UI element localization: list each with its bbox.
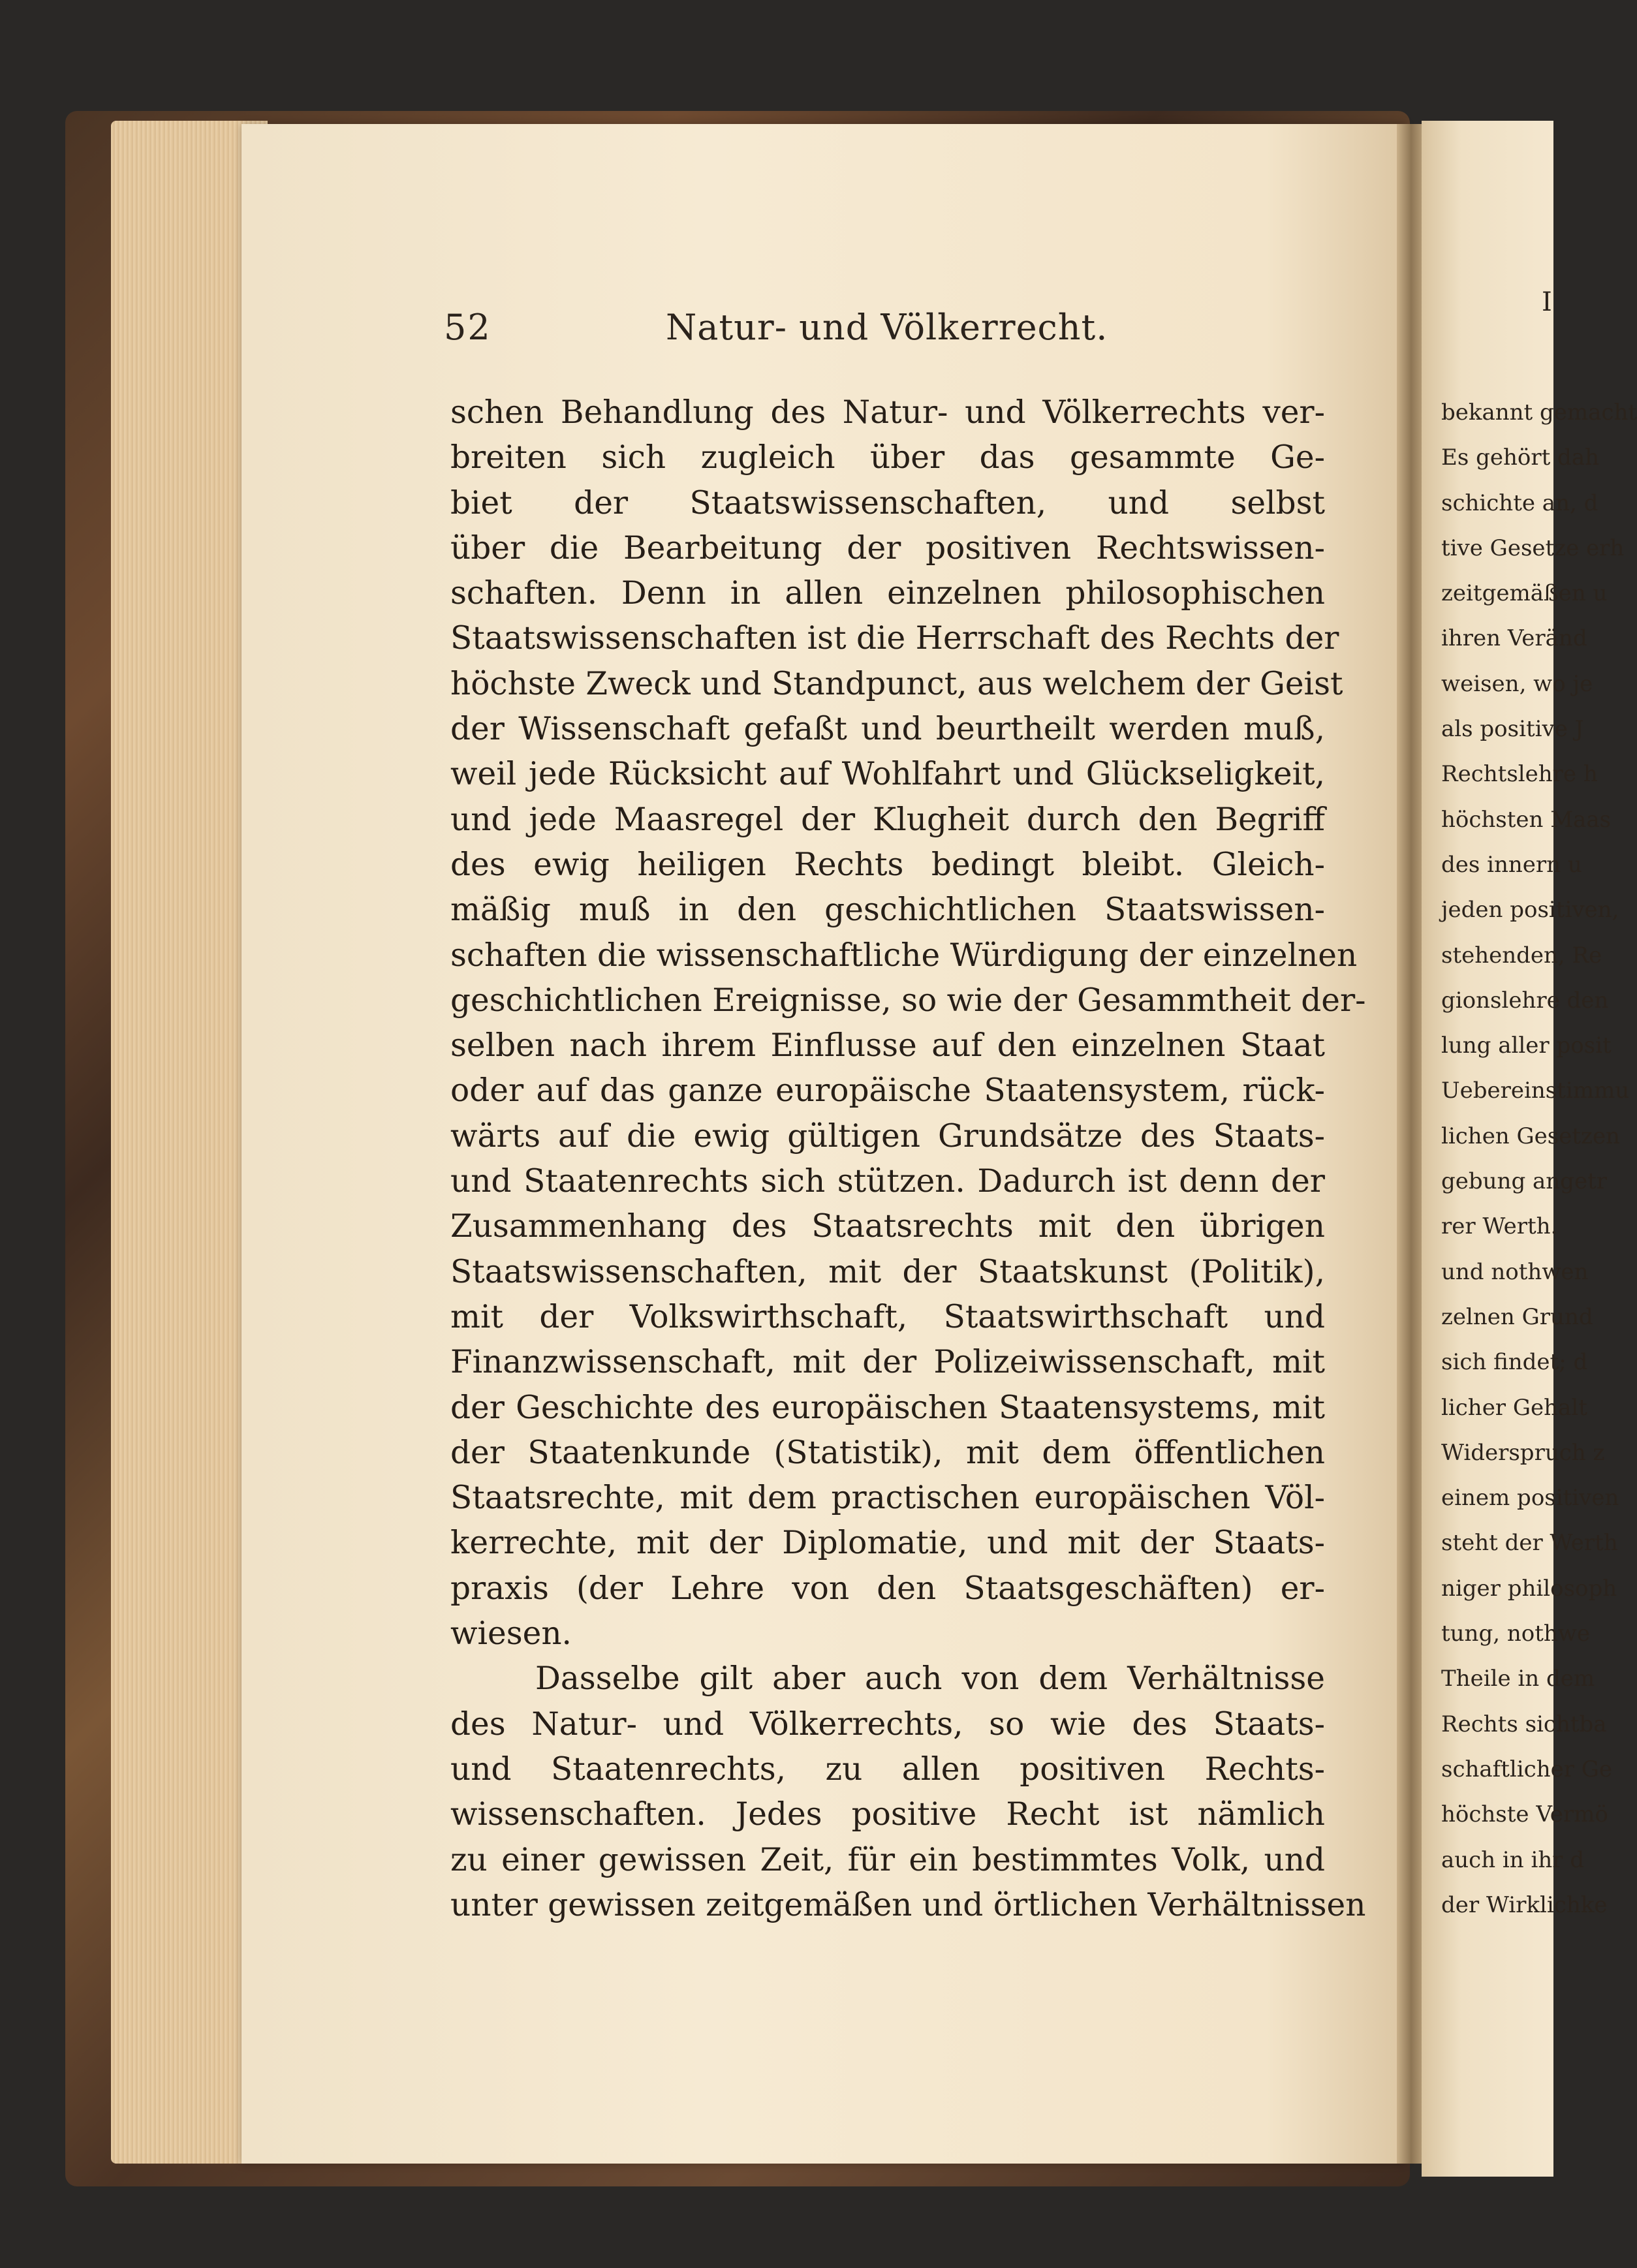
text-line: Staatswissenschaften, mit der Staatskunst (Politik),	[450, 1253, 1325, 1290]
text-line: weil jede Rücksicht auf Wohlfahrt und Glückseligkeit,	[450, 756, 1325, 793]
text-line: schaften. Denn in allen einzelnen philosophischen	[450, 575, 1325, 612]
facing-page-line: weisen, wo je	[1441, 670, 1593, 697]
facing-page-line: Es gehört dah	[1441, 444, 1599, 471]
facing-page-line: sich findet; d	[1441, 1349, 1588, 1376]
facing-page-line: Rechts sichtba	[1441, 1711, 1607, 1737]
text-line: der Geschichte des europäischen Staatensystems, mit	[450, 1389, 1325, 1426]
text-line: praxis (der Lehre von den Staatsgeschäften) er-	[450, 1570, 1325, 1607]
text-line: Zusammenhang des Staatsrechts mit den übrigen	[450, 1208, 1325, 1245]
facing-page-line: lichen Gesetzen	[1441, 1123, 1620, 1149]
facing-page-line: höchste Vermö	[1441, 1801, 1608, 1828]
text-line: breiten sich zugleich über das gesammte Ge-	[450, 439, 1325, 476]
facing-page-line: höchsten Maas	[1441, 806, 1612, 833]
facing-page-line: als positive J	[1441, 716, 1584, 743]
facing-page-line: und nothwen	[1441, 1258, 1589, 1285]
facing-page-line: des innern u	[1441, 851, 1582, 878]
book-gutter	[1397, 124, 1423, 2164]
text-line: Staatswissenschaften ist die Herrschaft des Rechts der	[450, 620, 1339, 657]
facing-page-line: schichte an, d	[1441, 489, 1598, 516]
facing-page-head: I	[1542, 287, 1552, 317]
facing-page-line: zelnen Grund	[1441, 1303, 1593, 1330]
text-line: des ewig heiligen Rechts bedingt bleibt. Gleich-	[450, 846, 1325, 883]
text-line: mäßig muß in den geschichtlichen Staatswissen-	[450, 892, 1325, 929]
facing-page-text	[1441, 390, 1637, 1928]
facing-page-line: Rechtslehre h	[1441, 761, 1598, 788]
facing-page-line: ihren Veränd	[1441, 625, 1587, 652]
running-title: Natur- und Völkerrecht.	[666, 307, 1108, 348]
text-line: oder auf das ganze europäische Staatensystem, rück-	[450, 1072, 1325, 1110]
text-line: schaften die wissenschaftliche Würdigung der einzelnen	[450, 937, 1358, 974]
facing-page-line: schaftlicher Ge	[1441, 1756, 1613, 1782]
text-line: mit der Volkswirthschaft, Staatswirthschaft und	[450, 1298, 1325, 1335]
facing-page-line: lung aller posit	[1441, 1033, 1612, 1059]
text-line: geschichtlichen Ereignisse, so wie der Gesammtheit der-	[450, 982, 1366, 1019]
text-line: der Wissenschaft gefaßt und beurtheilt werden muß,	[450, 711, 1325, 748]
body-text	[450, 390, 1366, 1928]
facing-page-line: gebung angetr	[1441, 1168, 1607, 1195]
facing-page-line: einem positiven	[1441, 1485, 1619, 1512]
facing-page-line: Widerspruch z	[1441, 1439, 1605, 1466]
text-line: Staatsrechte, mit dem practischen europäischen Völ-	[450, 1480, 1325, 1517]
text-line: schen Behandlung des Natur- und Völkerrechts ver-	[450, 394, 1325, 431]
text-line: wärts auf die ewig gültigen Grundsätze des Staats-	[450, 1117, 1325, 1155]
facing-page-line: jeden positiven,	[1441, 897, 1619, 924]
facing-page-line: der Wirklichke	[1441, 1891, 1608, 1918]
text-line: wiesen.	[450, 1615, 572, 1653]
facing-page-line: Theile in dem	[1441, 1666, 1595, 1692]
facing-page-line: stehenden, Re	[1441, 942, 1602, 969]
facing-page-line: gionslehre den	[1441, 987, 1609, 1014]
text-line: höchste Zweck und Standpunct, aus welchem der Geist	[450, 665, 1343, 702]
facing-page-line: niger philosoph	[1441, 1575, 1617, 1602]
text-line: und jede Maasregel der Klugheit durch den Begriff	[450, 801, 1325, 838]
text-line: selben nach ihrem Einflusse auf den einzelnen Staat	[450, 1027, 1325, 1064]
facing-page-line: tung, nothwe	[1441, 1621, 1590, 1647]
text-line: der Staatenkunde (Statistik), mit dem öffentlichen	[450, 1434, 1325, 1471]
facing-page-line: tive Gesetze erh	[1441, 535, 1625, 561]
text-line: Finanzwissenschaft, mit der Polizeiwissenschaft, mit	[450, 1344, 1325, 1381]
facing-page-line: rer Werth.	[1441, 1213, 1558, 1240]
text-line: über die Bearbeitung der positiven Rechtswissen-	[450, 529, 1325, 567]
text-line: und Staatenrechts sich stützen. Dadurch ist denn der	[450, 1163, 1325, 1200]
text-line: unter gewissen zeitgemäßen und örtlichen Verhältnissen	[450, 1886, 1366, 1923]
facing-page-line: zeitgemäßen u	[1441, 580, 1608, 607]
text-line: und Staatenrechts, zu allen positiven Rechts-	[450, 1750, 1325, 1788]
text-line: Dasselbe gilt aber auch von dem Verhältnisse	[535, 1660, 1325, 1698]
facing-page-line: steht der Werth	[1441, 1530, 1618, 1557]
facing-page-line: licher Gehalt	[1441, 1394, 1587, 1421]
facing-page-line: bekannt gemacht	[1441, 399, 1637, 426]
text-line: kerrechte, mit der Diplomatie, und mit der Staats-	[450, 1525, 1325, 1562]
facing-page-line: Uebereinstimmu	[1441, 1078, 1630, 1104]
page-number: 52	[444, 307, 491, 348]
text-line: zu einer gewissen Zeit, für ein bestimmtes Volk, und	[450, 1841, 1325, 1878]
text-line: biet der Staatswissenschaften, und selbst	[450, 484, 1325, 521]
running-head	[444, 300, 1332, 359]
text-line: des Natur- und Völkerrechts, so wie des Staats-	[450, 1705, 1325, 1743]
text-line: wissenschaften. Jedes positive Recht ist nämlich	[450, 1796, 1325, 1833]
facing-page-line: auch in ihr d	[1441, 1846, 1585, 1873]
